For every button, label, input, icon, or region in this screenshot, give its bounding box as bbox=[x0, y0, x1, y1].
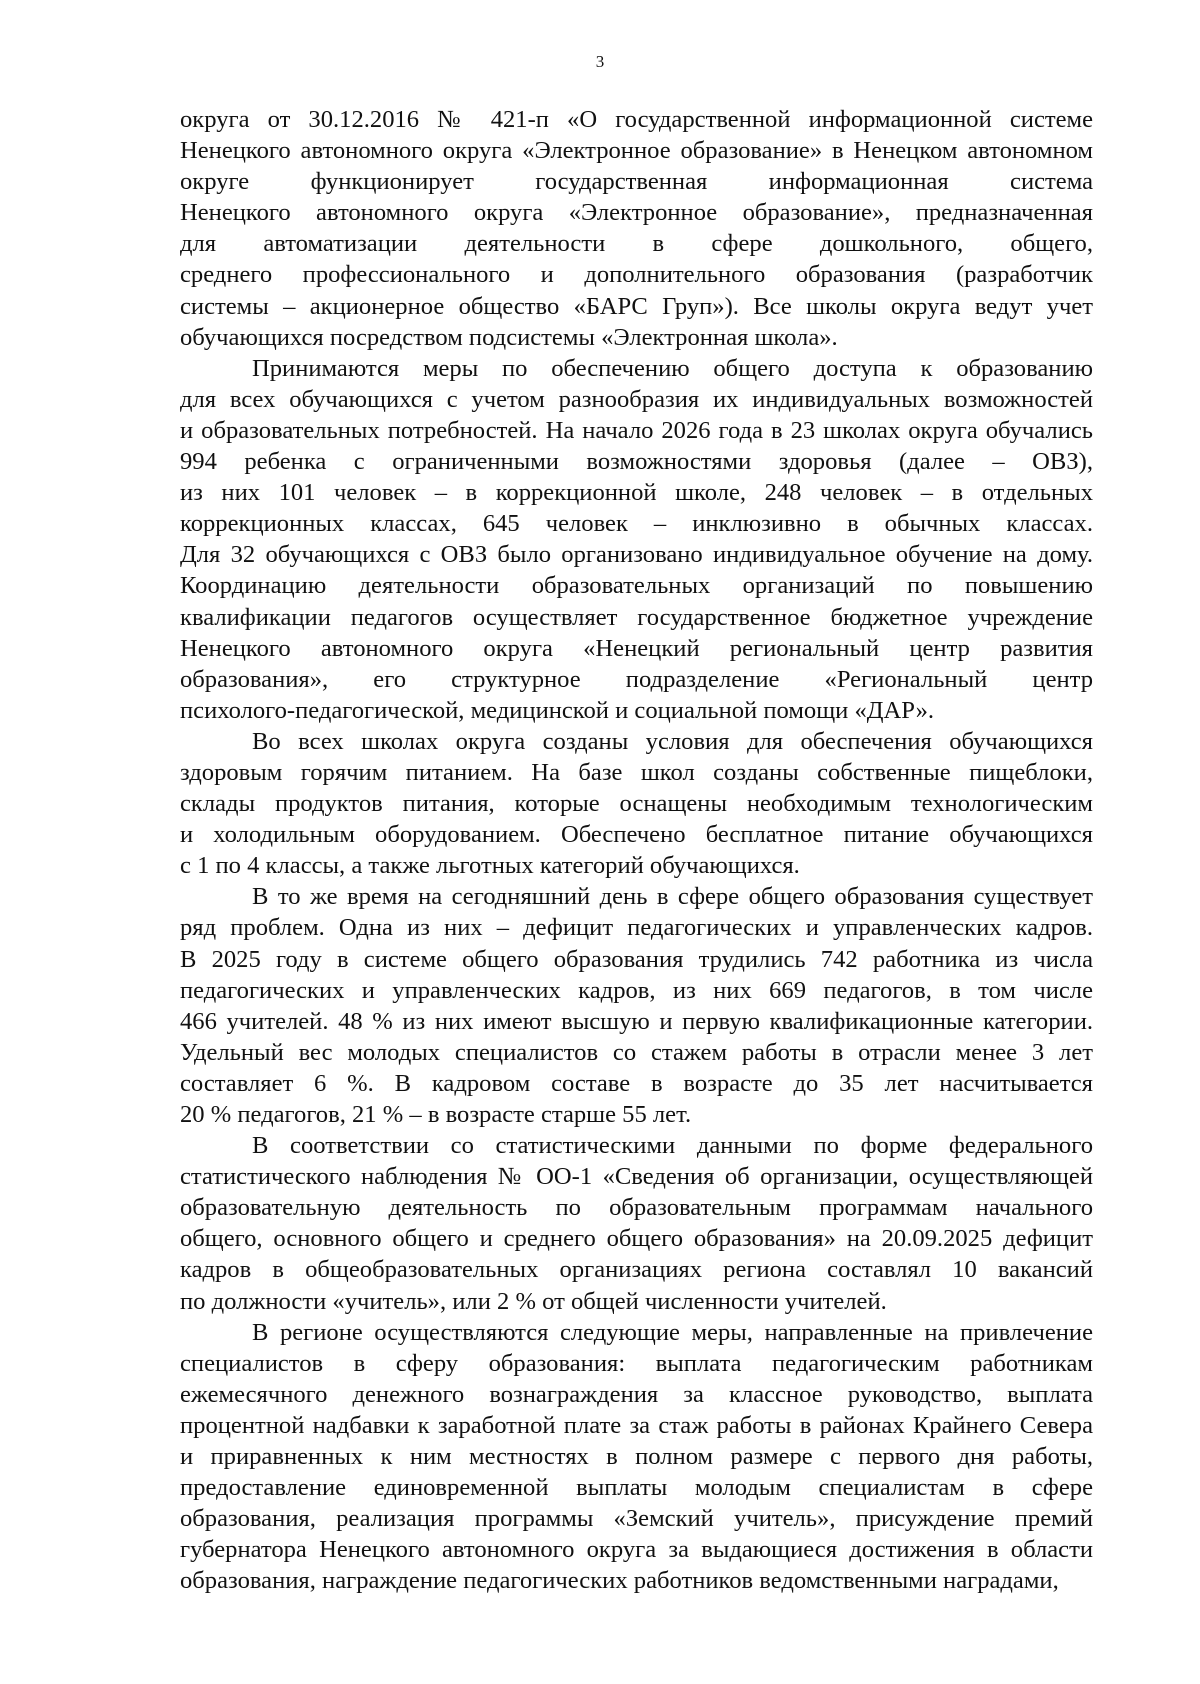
text-line: ряд проблем. Одна из них – дефицит педагогических и управленческих кадров. bbox=[180, 914, 1093, 942]
text-line: Принимаются меры по обеспечению общего доступа к образованию bbox=[252, 354, 1093, 382]
text-line: системы – акционерное общество «БАРС Груп»). Все школы округа ведут учет bbox=[180, 292, 1093, 320]
text-line: образования, реализация программы «Земский учитель», присуждение премий bbox=[180, 1505, 1093, 1533]
text-line: кадров в общеобразовательных организациях региона составлял 10 вакансий bbox=[180, 1256, 1093, 1284]
text-line: образования, награждение педагогических работников ведомственными наградами, bbox=[180, 1567, 1059, 1595]
text-line: обучающихся посредством подсистемы «Электронная школа». bbox=[180, 323, 838, 351]
text-line: квалификации педагогов осуществляет государственное бюджетное учреждение bbox=[180, 603, 1093, 631]
text-line: образования», его структурное подразделение «Региональный центр bbox=[180, 665, 1093, 693]
text-line: Для 32 обучающихся с ОВЗ было организовано индивидуальное обучение на дому. bbox=[180, 541, 1093, 569]
text-line: предоставление единовременной выплаты молодым специалистам в сфере bbox=[180, 1474, 1093, 1502]
text-line: 466 учителей. 48 % из них имеют высшую и первую квалификационные категории. bbox=[180, 1007, 1093, 1035]
text-line: и образовательных потребностей. На начало 2026 года в 23 школах округа обучались bbox=[180, 416, 1093, 444]
text-line: Ненецкого автономного округа «Электронное образование», предназначенная bbox=[180, 199, 1093, 227]
text-line: Во всех школах округа созданы условия для обеспечения обучающихся bbox=[252, 727, 1093, 755]
text-line: округа от 30.12.2016 № 421-п «О государственной информационной системе bbox=[180, 106, 1093, 133]
text-line: статистического наблюдения № ОО-1 «Сведения об организации, осуществляющей bbox=[180, 1163, 1093, 1191]
paragraph bbox=[180, 104, 1093, 353]
text-line: В то же время на сегодняшний день в сфере общего образования существует bbox=[252, 883, 1093, 911]
text-line: составляет 6 %. В кадровом составе в возрасте до 35 лет насчитывается bbox=[180, 1069, 1093, 1097]
text-line: коррекционных классах, 645 человек – инклюзивно в обычных классах. bbox=[180, 510, 1093, 538]
text-line: процентной надбавки к заработной плате за стаж работы в районах Крайнего Севера bbox=[180, 1411, 1093, 1439]
text-line: склады продуктов питания, которые оснащены необходимым технологическим bbox=[180, 790, 1093, 818]
text-line: 20 % педагогов, 21 % – в возрасте старше 55 лет. bbox=[180, 1101, 692, 1128]
text-line: образовательную деятельность по образовательным программам начального bbox=[180, 1194, 1093, 1222]
text-line: В соответствии со статистическими данными по форме федерального bbox=[252, 1132, 1093, 1160]
text-line: ежемесячного денежного вознаграждения за классное руководство, выплата bbox=[180, 1380, 1093, 1408]
text-line: В 2025 году в системе общего образования трудились 742 работника из числа bbox=[180, 945, 1093, 973]
page-number: 3 bbox=[595, 52, 605, 71]
text-line: из них 101 человек – в коррекционной школе, 248 человек – в отдельных bbox=[180, 479, 1093, 507]
text-line: здоровым горячим питанием. На базе школ созданы собственные пищеблоки, bbox=[180, 758, 1093, 786]
paragraph bbox=[180, 1317, 1093, 1597]
text-line: для всех обучающихся с учетом разнообразия их индивидуальных возможностей bbox=[180, 385, 1093, 413]
text-line: общего, основного общего и среднего общего образования» на 20.09.2025 дефицит bbox=[180, 1225, 1093, 1253]
text-line: педагогических и управленческих кадров, из них 669 педагогов, в том числе bbox=[180, 976, 1093, 1004]
text-line: и приравненных к ним местностях в полном размере с первого дня работы, bbox=[180, 1443, 1093, 1471]
text-line: Координацию деятельности образовательных организаций по повышению bbox=[180, 572, 1093, 600]
paragraph bbox=[180, 1130, 1093, 1317]
text-line: и холодильным оборудованием. Обеспечено бесплатное питание обучающихся bbox=[180, 821, 1093, 849]
text-line: Ненецкого автономного округа «Электронное образование» в Ненецком автономном bbox=[180, 137, 1093, 165]
text-line: психолого-педагогической, медицинской и социальной помощи «ДАР». bbox=[180, 696, 935, 724]
paragraph bbox=[180, 726, 1093, 881]
text-line: губернатора Ненецкого автономного округа за выдающиеся достижения в области bbox=[180, 1536, 1093, 1564]
text-line: Ненецкого автономного округа «Ненецкий региональный центр развития bbox=[180, 634, 1093, 662]
text-line: 994 ребенка с ограниченными возможностями здоровья (далее – ОВЗ), bbox=[180, 448, 1093, 476]
text-line: Удельный вес молодых специалистов со стажем работы в отрасли менее 3 лет bbox=[180, 1038, 1093, 1066]
text-line: специалистов в сферу образования: выплата педагогическим работникам bbox=[180, 1349, 1093, 1377]
text-line: среднего профессионального и дополнительного образования (разработчик bbox=[180, 261, 1093, 289]
text-line: округе функционирует государственная информационная система bbox=[180, 168, 1093, 196]
paragraph bbox=[180, 881, 1093, 1130]
text-line: с 1 по 4 классы, а также льготных категорий обучающихся. bbox=[180, 852, 800, 880]
document-body bbox=[180, 104, 1093, 1597]
paragraph bbox=[180, 353, 1093, 726]
text-line: по должности «учитель», или 2 % от общей численности учителей. bbox=[180, 1287, 887, 1315]
text-line: для автоматизации деятельности в сфере дошкольного, общего, bbox=[180, 230, 1093, 258]
text-line: В регионе осуществляются следующие меры, направленные на привлечение bbox=[252, 1318, 1093, 1346]
